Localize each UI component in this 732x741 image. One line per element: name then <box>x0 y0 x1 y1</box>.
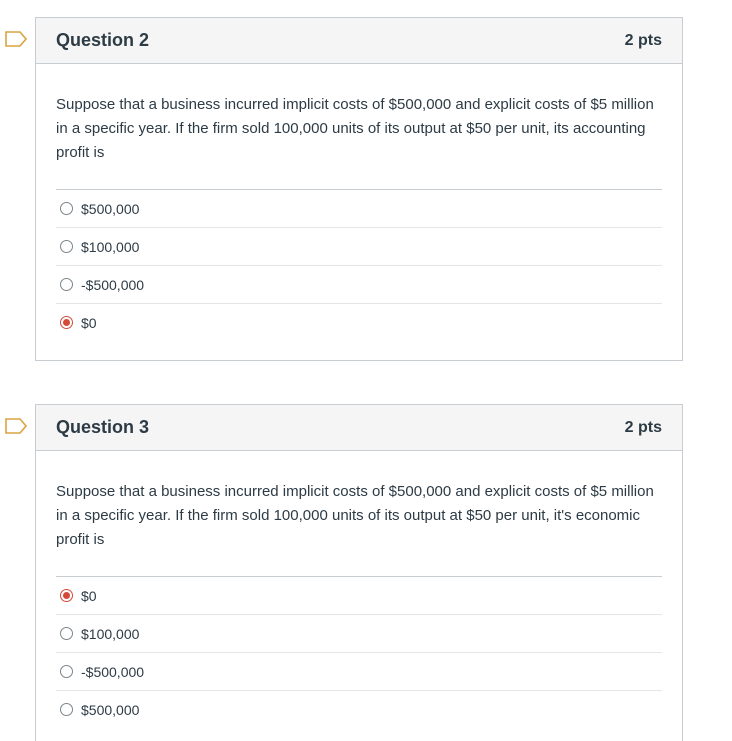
radio-button[interactable] <box>60 278 73 291</box>
question-points: 2 pts <box>624 418 662 436</box>
question-title: Question 2 <box>56 30 150 50</box>
question-card-3 <box>35 404 683 741</box>
flag-question-icon[interactable] <box>5 31 27 47</box>
radio-button[interactable] <box>60 202 73 215</box>
answer-option[interactable] <box>56 691 662 728</box>
answer-label: $0 <box>81 587 97 604</box>
radio-button[interactable] <box>60 665 73 678</box>
question-points: 2 pts <box>624 31 662 49</box>
question-body <box>36 451 682 728</box>
answer-label: $100,000 <box>81 625 140 642</box>
answer-label: $100,000 <box>81 238 140 255</box>
radio-button-selected[interactable] <box>60 316 73 329</box>
answer-option[interactable] <box>56 304 662 341</box>
radio-button[interactable] <box>60 627 73 640</box>
flag-question-icon[interactable] <box>5 418 27 434</box>
answer-option[interactable] <box>56 266 662 304</box>
question-body <box>36 64 682 341</box>
answer-list <box>56 576 662 728</box>
answer-label: $500,000 <box>81 701 140 718</box>
answer-option[interactable] <box>56 653 662 691</box>
answer-option[interactable] <box>56 577 662 615</box>
radio-button[interactable] <box>60 240 73 253</box>
answer-label: -$500,000 <box>81 276 145 293</box>
answer-option[interactable] <box>56 228 662 266</box>
answer-label: $500,000 <box>81 200 140 217</box>
radio-button[interactable] <box>60 703 73 716</box>
question-card-2 <box>35 17 683 361</box>
answer-label: -$500,000 <box>81 663 145 680</box>
question-header <box>36 405 682 451</box>
question-text: Suppose that a business incurred implicit costs of $500,000 and explicit costs of $5 million in a specific year. If the firm sold 100,000 units of its output at $50 per unit, it's economic profit is <box>56 483 654 548</box>
question-text: Suppose that a business incurred implicit costs of $500,000 and explicit costs of $5 million in a specific year. If the firm sold 100,000 units of its output at $50 per unit, its accounting profit is <box>56 96 654 161</box>
radio-button-selected[interactable] <box>60 589 73 602</box>
question-header <box>36 18 682 64</box>
answer-list <box>56 189 662 341</box>
answer-label: $0 <box>81 314 97 331</box>
answer-option[interactable] <box>56 615 662 653</box>
answer-option[interactable] <box>56 190 662 228</box>
question-title: Question 3 <box>56 417 150 437</box>
